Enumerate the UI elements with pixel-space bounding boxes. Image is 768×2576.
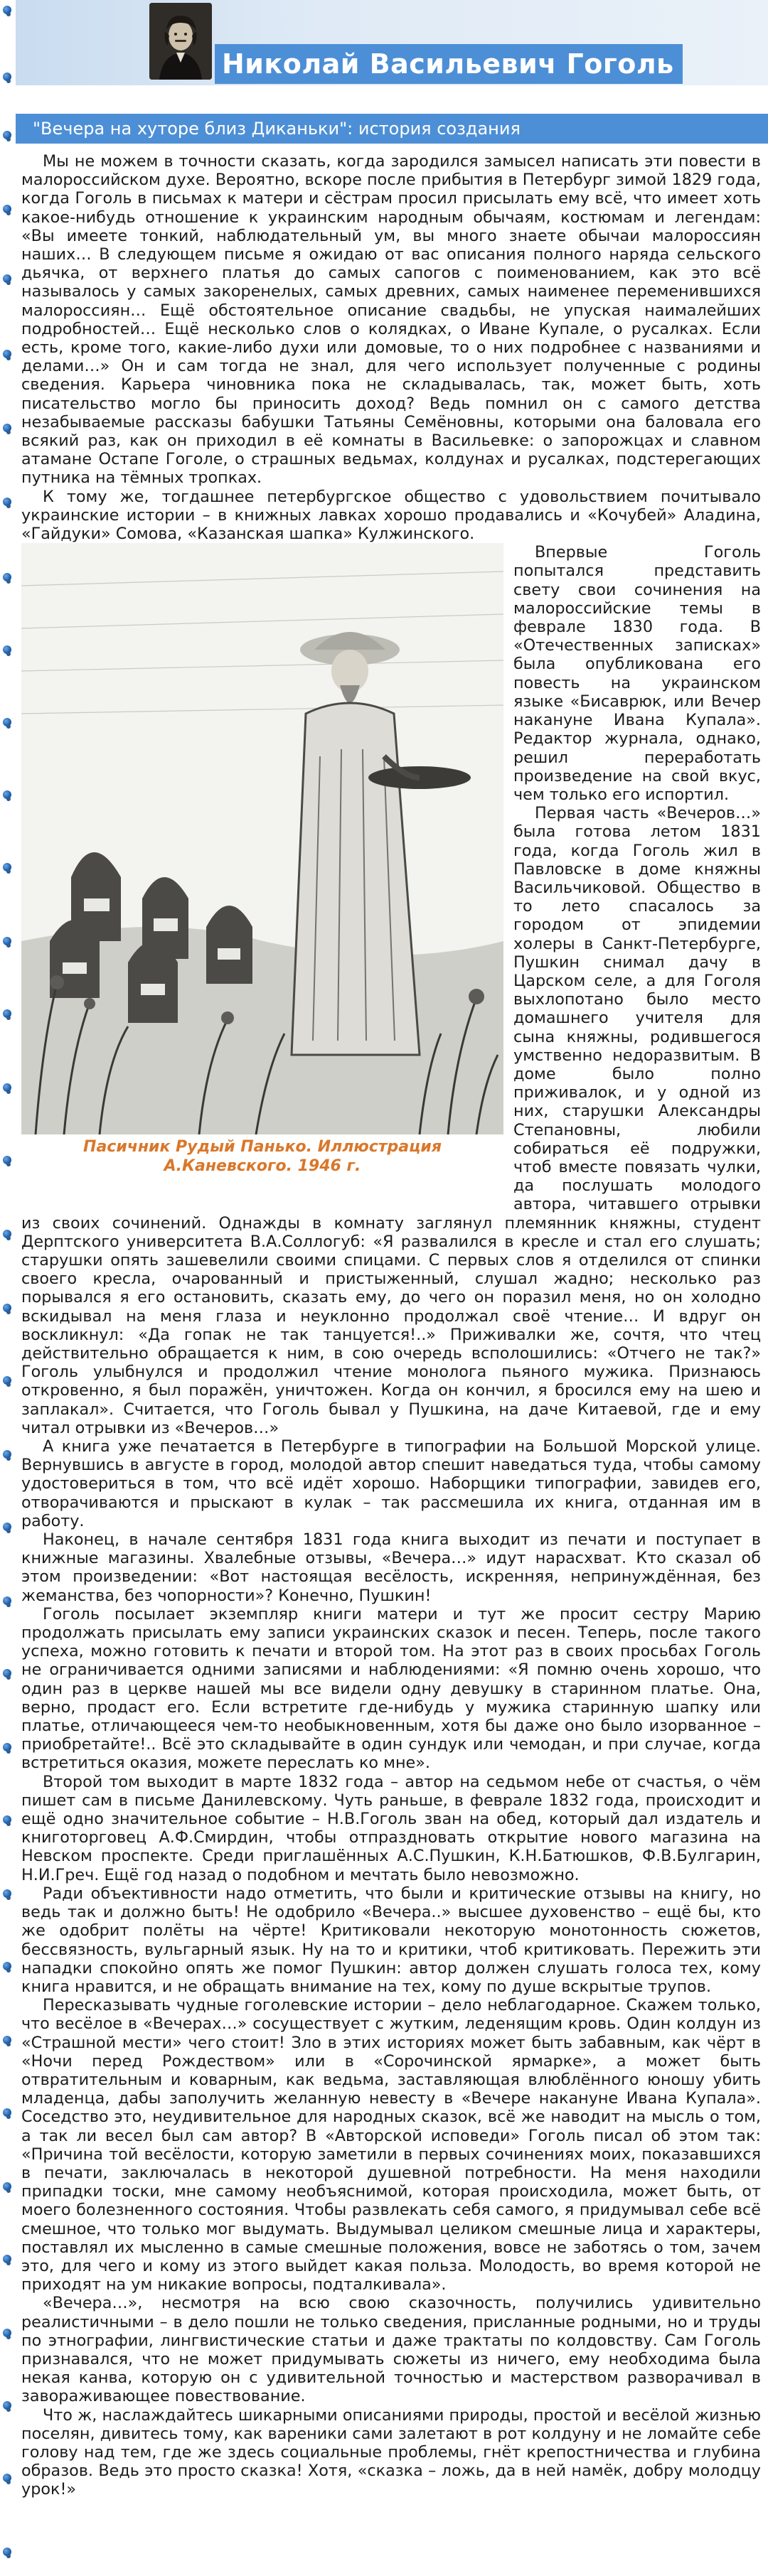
margin-bullet: [3, 1596, 11, 1605]
margin-bullet: [3, 498, 11, 506]
margin-bullet: [3, 2329, 11, 2337]
margin-bullets: [0, 0, 16, 2576]
margin-bullet: [3, 2548, 11, 2556]
paragraph: Пересказывать чудные гоголевские истории – дело неблагодарное. Скажем только, что весёлое в «Вечерах…» сосуществует с жутким, леденящим кровь. Один колдун из «Страшной мести» чего стоит! Зло в этих историях может быть забавным, как чёрт в «Ночи перед Рождеством» или в «Сорочинской ярмарке», а может быть отвратительным и коварным, как ведьма, заставляющая влюблённого юношу убить младенца, дабы заполучить желанную невесту в «Вечере накануне Ивана Купала». Соседство это, неудивительное для народных сказок, всё же наводит на мысль о том, а так ли весел был сам автор? В «Авторской исповеди» Гоголь писал об этом так: «Причина той весёлости, которую заметили в первых сочинениях моих, показавшихся в печати, заключалась в некоторой душевной потребности. На меня находили припадки тоски, мне самому необъяснимой, которая происходила, может быть, от моего болезненного состояния. Чтобы развлекать себя самого, я придумывал себе всё смешное, что только мог выдумать. Выдумывал целиком смешные лица и характеры, поставлял их мысленно в самые смешные положения, вовсе не заботясь о том, зачем это, для чего и кому из этого выйдет какая польза. Молодость, во время которой не приходят на ум никакие вопросы, подталкивала».: [21, 1996, 761, 2295]
margin-bullet: [3, 205, 11, 213]
margin-bullet: [3, 573, 11, 581]
paragraph: Второй том выходит в марте 1832 года – автор на седьмом небе от счастья, о чём пишет сам в письме Данилевскому. Чуть раньше, в феврале 1832 года, происходит и ещё одно значительное событие – Н.В.Гоголь зван на обед, который дал издатель и книготорговец А.Ф.Смирдин, чтобы отпраздновать открытие нового магазина на Невском проспекте. Среди приглашённых А.С.Пушкин, К.Н.Батюшков, Ф.В.Булгарин, Н.И.Греч. Ещё год назад о подобном и мечтать было невозможно.: [21, 1772, 761, 1884]
margin-bullet: [3, 274, 11, 283]
paragraph: Впервые Гоголь попытался представить свету свои сочинения на малороссийские темы в феврале 1830 года. В «Отечественных записках» была опубликована его повесть на украинском языке «Бисаврюк, или Вечер накануне Ивана Купала». Редактор журнала, однако, решил переработать произведение на свой вкус, чем только его испортил.: [513, 543, 761, 804]
margin-bullet: [3, 1815, 11, 1824]
margin-bullet: [3, 1376, 11, 1385]
paragraph: Мы не можем в точности сказать, когда зародился замысел написать эти повести в малороссийском духе. Вероятно, вскоре после прибытия в Петербург зимой 1829 года, когда Гоголь в письмах к матери и сёстрам просил присылать ему всё, что имеет хоть какое-нибудь отношение к украинским народным обычаям, костюмам и легендам: «Вы имеете тонкий, наблюдательный ум, вы много знаете обычаи малороссиян наших… В следующем письме я ожидаю от вас описания полного наряда сельского дьячка, от верхнего платья до самых сапогов с поименованием, как это всё называлось у самых закоренелых, самых древних, самых наименее переменившихся малороссиян… Ещё обстоятельное описание свадьбы, не упуская наималейших подробностей… Ещё несколько слов о колядках, о Иване Купале, о русалках. Если есть, кроме того, какие-либо духи или домовые, то о них подробнее с названиями и делами…» Он и сам тогда не знал, для чего использует полученные с родины сведения. Карьера чиновника пока не складывалась, так, может быть, хоть писательство могло бы приносить доход? Ведь помнил он с самого детства незабываемые рассказы бабушки Татьяны Семёновны, которыми она баловала его всякий раз, как он приходил в её комнаты в Васильевке: о запорожцах и славном атамане Остапе Гоголе, о страшных ведьмах, колдунах и русалках, подстерегающих путника на тёмных тропках.: [21, 152, 761, 488]
margin-bullet: [3, 1889, 11, 1898]
page-title-box: [215, 44, 683, 84]
page-title: Николай Васильевич Гоголь: [222, 48, 674, 80]
paragraph: Ради объективности надо отметить, что были и критические отзывы на книгу, но ведь так и должно быть! Не одобрило «Вечера..» высшее духовенство – ещё бы, кто же одобрит полёты на чёрте! Критиковали некоторую монотонность сюжетов, бессвязность, вульгарный язык. Ну на то и критики, чтоб критиковать. Пережить эти нападки спокойно опять же помог Пушкин: автор должен слушать голоса тех, кому книга нравится, и не обращать внимание на тех, кому по душе вскрытые трупов.: [21, 1884, 761, 1996]
caption-line: А.Каневского. 1946 г.: [164, 1157, 361, 1176]
author-portrait: [149, 3, 212, 80]
paragraph: Гоголь посылает экземпляр книги матери и тут же просит сестру Марию продолжать присылать ему записи украинских сказок и песен. Теперь, после такого успеха, можно готовить к печати и второй том. На этот раз в своих просьбах Гоголь не ограничивается одними записями и наблюдениями: «Я помню очень хорошо, что один раз в церкве нашей мы все видели одну девушку в старинном платье. Она, верно, продаст его. Если встретите где-нибудь у мужика старинную шапку или платье, отличающееся чем-то необыкновенным, хотя бы даже оно было изорванное – приобретайте!.. Всё это складывайте в один сундук или чемодан, и при случае, когда встретиться оказия, можете переслать ко мне».: [21, 1604, 761, 1773]
margin-bullet: [3, 863, 11, 871]
margin-bullet: [3, 2108, 11, 2117]
margin-bullet: [3, 2036, 11, 2044]
article-heading: "Вечера на хуторе близ Диканьки": история создания: [33, 119, 521, 139]
margin-bullet: [3, 1156, 11, 1164]
paragraph: Первая часть «Вечеров…» была готова летом 1831 года, когда Гоголь жил в Павловске в доме княжны Васильчиковой. Общество в то лето спасалось за городом от эпидемии холеры в Санкт-Петербурге, Пушкин снимал дачу в Царском селе, а для Гоголя выхлопотано было место домашнего учителя для сына княжны, родившегося умственно недоразвитым. В доме было полно приживалок, и у одной из них, старушки Александры Степановны, любили собираться её подружки, чтоб вместе повязать чулки, да послушать молодого автора, читавшего отрывки из своих сочинений. Однажды в комнату заглянул племянник княжны, студент Дерптского университета В.А.Соллогуб: «Я развалился в кресле и стал его слушать; старушки опять зашевелили своими спицами. С первых слов я отделился от спинки своего кресла, очарованный и пристыженный, слушал жадно; несколько раз порывался я его остановить, сказать ему, до чего он поразил меня, но он холодно вскидывал на меня глаза и неуклонно продолжал своё чтение… И вдруг он воскликнул: «Да гопак не так танцуется!..» Приживалки же, сочтя, что чтец действительно обращается к ним, в сою очередь всполошились: «Отчего не так?» Гоголь улыбнулся и продолжил чтение монолога пьяного мужика. Признаюсь откровенно, я был поражён, уничтожен. Когда он кончил, я бросился ему на шею и заплакал». Считается, что Гоголь бывал у Пушкина, на даче Китаевой, где и ему читал отрывки из «Вечеров…»: [21, 804, 761, 1437]
article-heading-bar: [16, 114, 768, 144]
margin-bullet: [3, 424, 11, 432]
caption-line: Пасичник Рудый Панько. Иллюстрация: [83, 1138, 442, 1156]
paragraph: А книга уже печатается в Петербурге в типографии на Большой Морской улице. Вернувшись в августе в город, молодой автор спешит наведаться туда, чтобы самому удостовериться в том, что всё идёт хорошо. Наборщики типографии, завидев его, отворачиваются и прыскают в кулак – так рассмешила их книга, отданная им в работу.: [21, 1437, 761, 1530]
margin-bullet: [3, 790, 11, 799]
margin-bullet: [3, 1962, 11, 1970]
margin-bullet: [3, 6, 11, 14]
page-header: [16, 0, 768, 107]
margin-bullet: [3, 1669, 11, 1678]
paragraph: К тому же, тогдашнее петербургское общество с удовольствием почитывало украинские истории – в книжных лавках хорошо продавались и «Кочубей» Аладина, «Гайдуки» Сомова, «Казанская шапка» Кулжинского.: [21, 487, 761, 544]
paragraph: Наконец, в начале сентября 1831 года книга выходит из печати и поступает в книжные магазины. Хвалебные отзывы, «Вечера…» идут нарасхват. Кто сказал об этом произведении: «Вот настоящая весёлость, искренняя, непринуждённая, без жеманства, без чопорности»? Конечно, Пушкин!: [21, 1530, 761, 1605]
illustration-image: [21, 543, 503, 1134]
margin-bullet: [3, 718, 11, 726]
article-body: [21, 152, 761, 2499]
margin-bullet: [3, 1743, 11, 1751]
margin-bullet: [3, 73, 11, 81]
margin-bullet: [3, 350, 11, 358]
margin-bullet: [3, 1523, 11, 1531]
margin-bullet: [3, 2401, 11, 2410]
margin-bullet: [3, 2255, 11, 2263]
illustration-figure: [21, 543, 503, 1191]
margin-bullet: [3, 1450, 11, 1459]
margin-bullet: [3, 1230, 11, 1238]
illustration-caption: [21, 1137, 503, 1176]
margin-bullet: [3, 1083, 11, 1092]
paragraph: Что ж, наслаждайтесь шикарными описаниями природы, простой и весёлой жизнью поселян, дивитесь тому, как вареники сами залетают в рот колдуну и не ломайте себе голову над тем, где же здесь социальные проблемы, гнёт крепостничества и глубина образов. Ведь это просто сказка! Хотя, «сказка – ложь, да в ней намёк, добру молодцу урок!»: [21, 2405, 761, 2499]
margin-bullet: [3, 2474, 11, 2482]
margin-bullet: [3, 645, 11, 654]
margin-bullet: [3, 131, 11, 139]
margin-bullet: [3, 1304, 11, 1312]
margin-bullet: [3, 1009, 11, 1018]
paragraph: «Вечера…», несмотря на всю свою сказочность, получились удивительно реалистичными – в дело пошли не только сведения, присланные родными, но и труды по этнографии, лингвистические статьи и даже трактаты по колдовству. Сам Гоголь признавался, что не может придумывать сюжеты из ничего, ему необходима была некая канва, которую он с удивительной точностью и мастерством разворачивал в завораживающее повествование.: [21, 2294, 761, 2406]
margin-bullet: [3, 2182, 11, 2191]
margin-bullet: [3, 937, 11, 945]
